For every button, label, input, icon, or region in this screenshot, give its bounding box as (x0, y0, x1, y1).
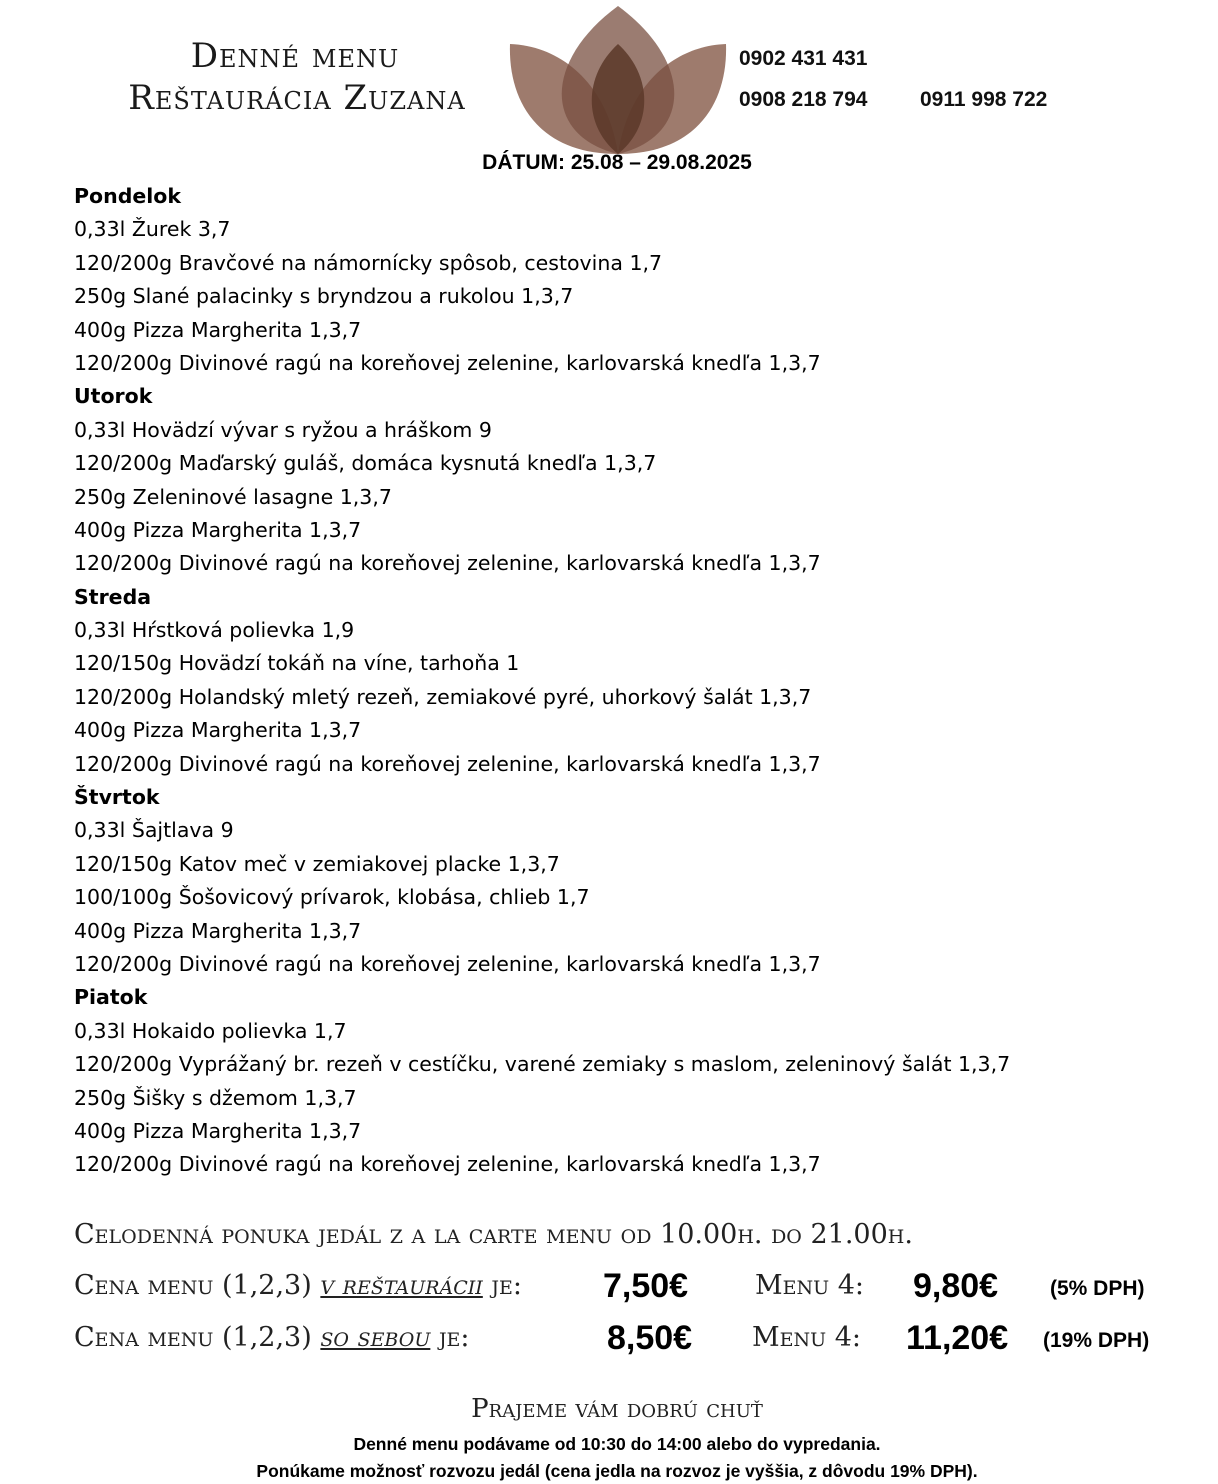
menu-item: 400g Pizza Margherita 1,3,7 (74, 718, 362, 743)
menu-item: 120/200g Maďarský guláš, domáca kysnutá knedľa 1,3,7 (74, 451, 657, 476)
all-day-offer: Celodenná ponuka jedál z a la carte menu od 10.00h. do 21.00h. (74, 1219, 913, 1250)
price-row-suffix: je: (491, 1270, 523, 1301)
menu-item: 0,33l Šajtlava 9 (74, 818, 234, 843)
menu-item: 250g Zeleninové lasagne 1,3,7 (74, 484, 392, 509)
day-heading: Pondelok (74, 184, 182, 208)
phone-number-3[interactable]: 0911 998 722 (920, 88, 1048, 111)
menu-item: 250g Šišky s džemom 1,3,7 (74, 1085, 357, 1110)
menu-item: 400g Pizza Margherita 1,3,7 (74, 517, 362, 542)
menu4-label-takeaway: Menu 4: (752, 1322, 862, 1353)
menu-item: 120/200g Divinové ragú na koreňovej zelenine, karlovarská knedľa 1,3,7 (74, 350, 821, 375)
menu-item: 0,33l Hokaido polievka 1,7 (74, 1018, 347, 1043)
menu-item: 400g Pizza Margherita 1,3,7 (74, 317, 362, 342)
vat-takeaway: (19% DPH) (1043, 1329, 1150, 1352)
menu-item: 100/100g Šošovicový prívarok, klobása, chlieb 1,7 (74, 885, 590, 910)
menu-item: 120/200g Divinové ragú na koreňovej zelenine, karlovarská knedľa 1,3,7 (74, 751, 821, 776)
menu4-label-restaurant: Menu 4: (755, 1270, 865, 1301)
price-takeaway: 8,50€ (607, 1319, 693, 1357)
menu-item: 120/200g Divinové ragú na koreňovej zelenine, karlovarská knedľa 1,3,7 (74, 951, 821, 976)
menu-item: 120/200g Vyprážaný br. rezeň v cestíčku, varené zemiaky s maslom, zeleninový šalát 1,3,7 (74, 1052, 1011, 1077)
price-row-takeaway-label (74, 1322, 470, 1353)
day-heading: Piatok (74, 985, 148, 1010)
day-heading: Štvrtok (74, 785, 160, 810)
menu-date: DÁTUM: 25.08 – 29.08.2025 (482, 151, 752, 174)
restaurant-title-line1: Denné menu (190, 36, 400, 76)
menu-item: 120/150g Hovädzí tokáň na víne, tarhoňa 1 (74, 651, 520, 676)
menu-item: 0,33l Hovädzí vývar s ryžou a hráškom 9 (74, 417, 492, 442)
day-heading: Utorok (74, 384, 153, 409)
menu-item: 120/200g Divinové ragú na koreňovej zelenine, karlovarská knedľa 1,3,7 (74, 551, 821, 576)
lotus-logo-icon (508, 6, 728, 156)
menu-item: 400g Pizza Margherita 1,3,7 (74, 1118, 362, 1143)
menu-item: 120/200g Divinové ragú na koreňovej zelenine, karlovarská knedľa 1,3,7 (74, 1152, 821, 1177)
price-row-restaurant-label (74, 1270, 522, 1301)
menu4-price-restaurant: 9,80€ (913, 1267, 999, 1305)
footer-note-hours: Denné menu podávame od 10:30 do 14:00 alebo do vypredania. (353, 1434, 881, 1454)
weekly-menu (74, 180, 1174, 1182)
footer-wish: Prajeme vám dobrú chuť (471, 1394, 763, 1424)
phone-number-1[interactable]: 0902 431 431 (739, 47, 868, 70)
price-row-place: v reštaurácii (320, 1270, 483, 1301)
menu4-price-takeaway: 11,20€ (906, 1319, 1009, 1357)
vat-restaurant: (5% DPH) (1050, 1277, 1145, 1300)
price-row-prefix: Cena menu (1,2,3) (74, 1270, 312, 1301)
price-restaurant: 7,50€ (603, 1267, 689, 1305)
menu-item: 250g Slané palacinky s bryndzou a rukolou 1,3,7 (74, 284, 574, 309)
restaurant-title-line2: Reštaurácia Zuzana (128, 78, 466, 118)
phone-number-2[interactable]: 0908 218 794 (739, 88, 868, 111)
menu-item: 0,33l Hŕstková polievka 1,9 (74, 618, 355, 643)
price-row-suffix: je: (438, 1322, 470, 1353)
menu-item: 120/200g Holandský mletý rezeň, zemiakové pyré, uhorkový šalát 1,3,7 (74, 684, 812, 709)
menu-item: 120/150g Katov meč v zemiakovej placke 1,3,7 (74, 851, 560, 876)
footer-note-delivery: Ponúkame možnosť rozvozu jedál (cena jedla na rozvoz je vyššia, z dôvodu 19% DPH). (256, 1461, 978, 1481)
day-heading: Streda (74, 584, 152, 609)
price-row-prefix: Cena menu (1,2,3) (74, 1322, 312, 1353)
menu-item: 120/200g Bravčové na námornícky spôsob, cestovina 1,7 (74, 250, 663, 275)
menu-item: 0,33l Žurek 3,7 (74, 217, 231, 242)
price-row-place: so sebou (320, 1322, 431, 1353)
menu-item: 400g Pizza Margherita 1,3,7 (74, 918, 362, 943)
